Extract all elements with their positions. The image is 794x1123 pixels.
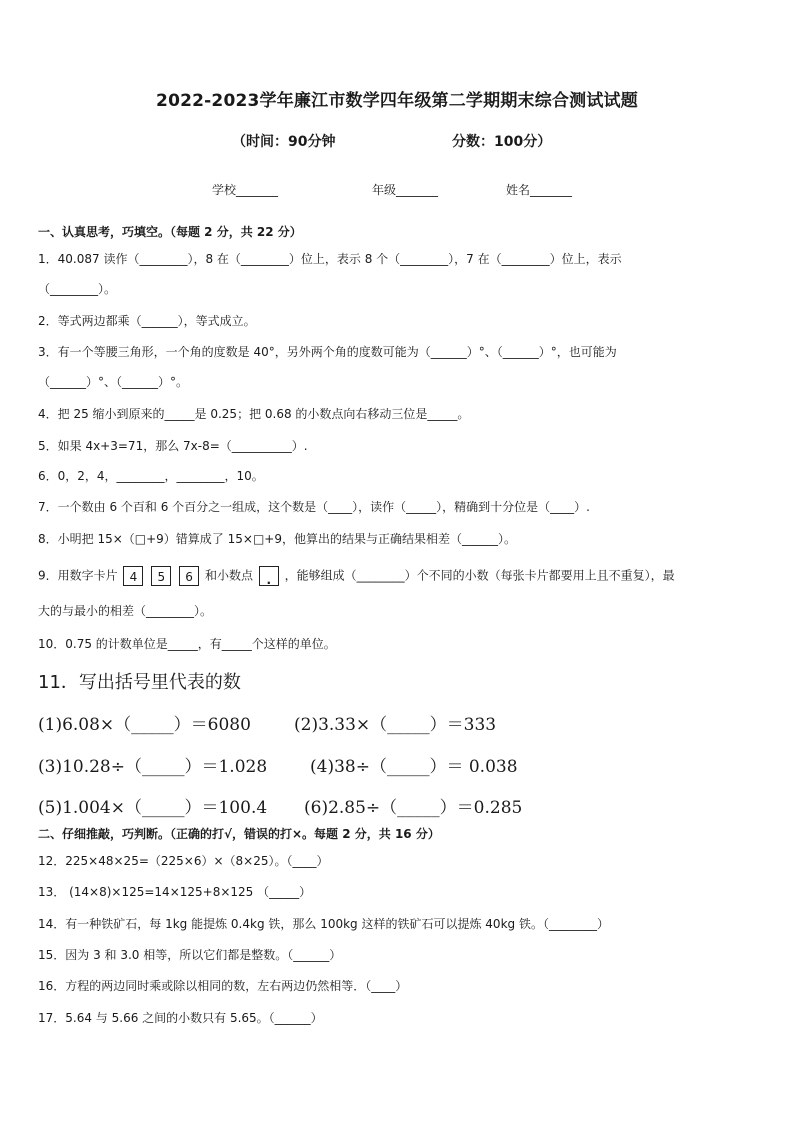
question-12: 12．225×48×25=（225×6）×（8×25）。（____）	[38, 854, 329, 868]
number-card-6: 6	[179, 566, 199, 586]
question-9-suffix: ，能够组成（________）个不同的小数（每张卡片都要用上且不重复），最	[284, 568, 675, 583]
question-9-line1	[38, 566, 675, 586]
question-13: 13． (14×8)×125=14×125+8×125 （_____）	[38, 885, 312, 899]
question-11-item-1: (1)6.08×（_____）＝6080	[38, 715, 251, 735]
time-label: （时间：90分钟	[232, 134, 336, 150]
question-8: 8．小明把 15×（□+9）错算成了 15×□+9，他算出的结果与正确结果相差（______）。	[38, 532, 516, 546]
question-17: 17．5.64 与 5.66 之间的小数只有 5.65。（______）	[38, 1011, 323, 1025]
section1-heading: 一、认真思考，巧填空。（每题 2 分，共 22 分）	[38, 225, 302, 239]
question-9-middle: 和小数点	[204, 568, 253, 583]
question-16: 16．方程的两边同时乘或除以相同的数，左右两边仍然相等．（____）	[38, 979, 408, 993]
question-3-line1: 3．有一个等腰三角形，一个角的度数是 40°，另外两个角的度数可能为（______）°、（______）°，也可能为	[38, 345, 617, 359]
question-1-line1: 1．40.087 读作（________），8 在（________）位上，表示 8 个（________），7 在（________）位上，表示	[38, 252, 622, 266]
question-11-item-4: (4)38÷（_____）＝ 0.038	[310, 757, 518, 777]
question-7: 7．一个数由 6 个百和 6 个百分之一组成，这个数是（____），读作（_____），精确到十分位是（____）.	[38, 500, 590, 514]
question-4: 4．把 25 缩小到原来的_____是 0.25；把 0.68 的小数点向右移动三位是_____。	[38, 407, 470, 421]
question-11-item-6: (6)2.85÷（_____）＝0.285	[304, 798, 523, 818]
question-9-line2: 大的与最小的相差（________）。	[38, 604, 213, 618]
grade-field: 年级_______	[372, 183, 439, 197]
question-14: 14．有一种铁矿石，每 1kg 能提炼 0.4kg 铁，那么 100kg 这样的铁矿石可以提炼 40kg 铁。（________）	[38, 917, 609, 931]
question-3-line2: （______）°、（______）°。	[38, 375, 189, 389]
school-field: 学校_______	[212, 183, 279, 197]
question-1-line2: （________）。	[38, 282, 117, 296]
question-5: 5．如果 4x+3=71，那么 7x-8=（__________）.	[38, 439, 308, 453]
question-10: 10．0.75 的计数单位是_____，有_____个这样的单位。	[38, 637, 336, 651]
number-card-4: 4	[123, 566, 143, 586]
question-2: 2．等式两边都乘（______），等式成立。	[38, 314, 256, 328]
section2-heading: 二、仔细推敲，巧判断。（正确的打√，错误的打×。每题 2 分，共 16 分）	[38, 827, 440, 841]
question-9-prefix: 9．用数字卡片	[38, 568, 118, 583]
question-6: 6．0，2，4，________，________，10。	[38, 469, 264, 483]
question-11-item-3: (3)10.28÷（_____）＝1.028	[38, 757, 268, 777]
exam-title: 2022-2023学年廉江市数学四年级第二学期期末综合测试试题	[156, 91, 638, 111]
question-11-heading: 11．写出括号里代表的数	[38, 672, 241, 693]
question-11-item-5: (5)1.004×（_____）＝100.4	[38, 798, 268, 818]
score-label: 分数：100分）	[452, 134, 552, 150]
question-11-item-2: (2)3.33×（_____）＝333	[294, 715, 497, 735]
decimal-point-card: .	[259, 566, 279, 586]
question-15: 15．因为 3 和 3.0 相等，所以它们都是整数。（______）	[38, 948, 342, 962]
number-card-5: 5	[151, 566, 171, 586]
name-field: 姓名_______	[506, 183, 573, 197]
